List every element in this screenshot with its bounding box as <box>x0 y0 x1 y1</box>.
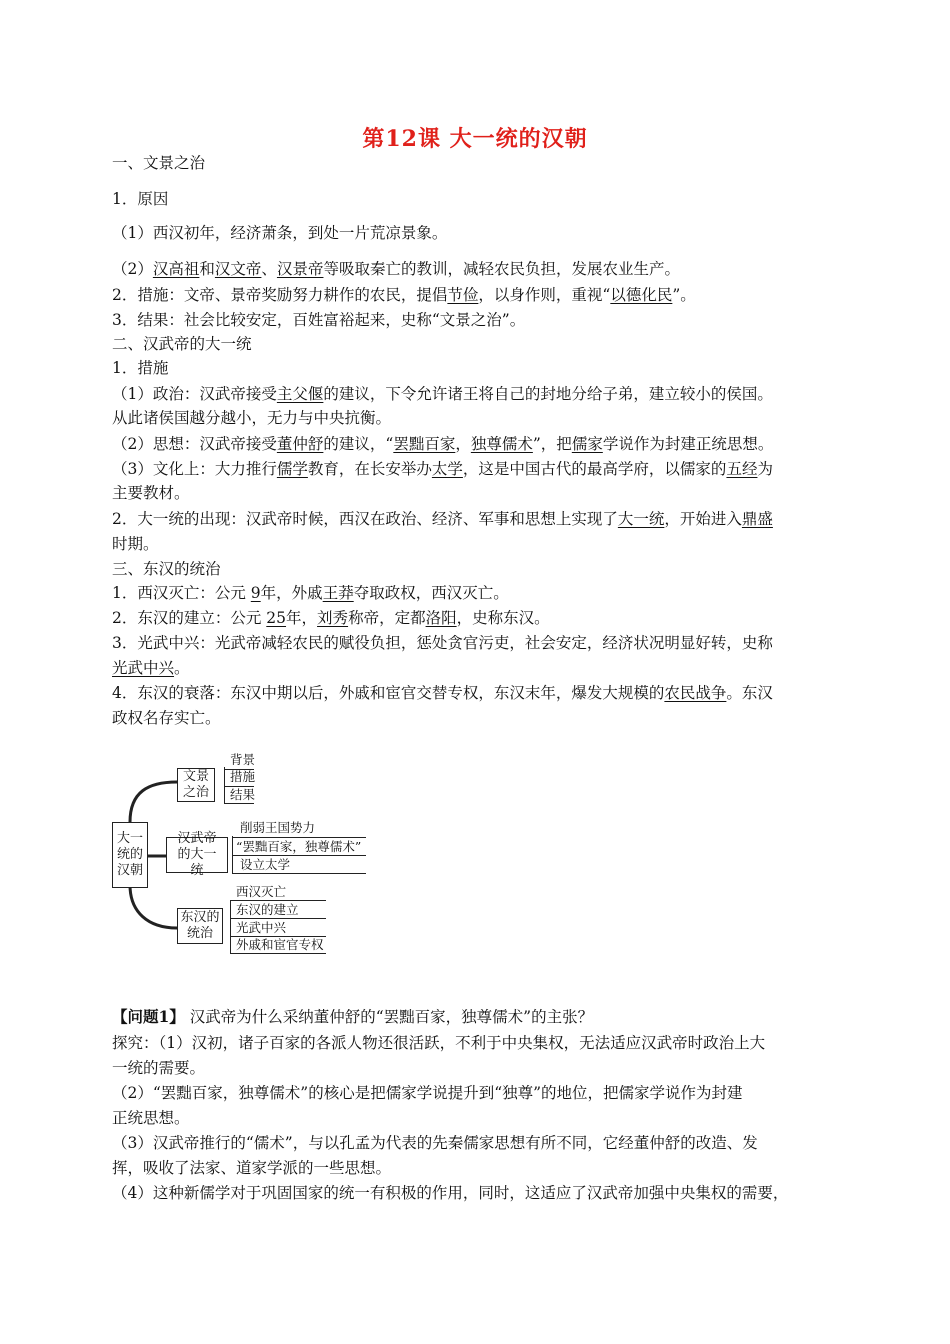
text-run: （1）政治：汉武帝接受 <box>112 385 277 403</box>
section-heading: 二、汉武帝的大一统 <box>112 335 252 353</box>
paragraph: （4）这种新儒学对于巩固国家的统一有积极的作用，同时，这适应了汉武帝加强中央集权的需要， <box>112 1184 789 1202</box>
underlined-term: 儒学 <box>276 460 308 478</box>
paragraph: 1．措施 <box>112 359 169 377</box>
text-run: 的建议，“ <box>323 435 394 453</box>
text-run: 1．西汉灭亡：公元 <box>112 584 251 602</box>
text-run: 夺取政权，西汉灭亡。 <box>353 584 509 602</box>
mind-map-root-label: 大一统的汉朝 <box>116 831 143 878</box>
question-label: 【问题1】 <box>112 1007 185 1026</box>
branch-bracket <box>230 900 231 953</box>
text-run: 2．措施：文帝、景帝奖励努力耕作的农民，提倡 <box>112 286 448 304</box>
text-run: 2．东汉的建立：公元 <box>112 609 267 627</box>
paragraph: 一统的需要。 <box>112 1059 206 1077</box>
mind-map-branch <box>166 831 228 878</box>
page-title: 第12课 大一统的汉朝 <box>362 126 588 152</box>
underlined-term: 独尊儒术 <box>470 435 533 453</box>
paragraph: 政权名存实亡。 <box>112 709 221 727</box>
paragraph: 挥，吸收了法家、道家学派的一些思想。 <box>112 1159 392 1177</box>
underlined-term: 大一统 <box>617 510 665 528</box>
underlined-term: 光武中兴 <box>112 659 175 677</box>
underlined-term: 董仲舒 <box>276 435 324 453</box>
paragraph: 时期。 <box>112 535 159 553</box>
mind-map-item: 光武中兴 <box>236 920 287 935</box>
text-run: 教育，在长安举办 <box>307 460 432 478</box>
text-run: ”，把 <box>532 435 572 453</box>
item-rule <box>230 900 326 901</box>
text-run: 学说作为封建正统思想。 <box>602 435 774 453</box>
item-rule <box>230 953 326 954</box>
item-rule <box>232 873 366 874</box>
underlined-term: 五经 <box>726 460 758 478</box>
underlined-term: 以德化民 <box>610 286 673 304</box>
text-run: 等吸取秦亡的教训，减轻农民负担，发展农业生产。 <box>323 260 680 278</box>
paragraph: 1．原因 <box>112 190 169 208</box>
underlined-term: 25 <box>266 609 287 627</box>
mind-map-branch-label: 文景之治 <box>182 769 209 800</box>
text-run: （2） <box>112 260 153 278</box>
mind-map-branch <box>177 768 215 802</box>
text-run: 。 <box>174 659 190 677</box>
underlined-term: 节俭 <box>447 286 479 304</box>
underlined-term: 王莽 <box>322 584 354 602</box>
mind-map-branch-label: 东汉的统治 <box>180 910 220 941</box>
text-run: ， <box>455 435 471 453</box>
underlined-term: 汉景帝 <box>276 260 324 278</box>
text-run: 和 <box>199 260 215 278</box>
mind-map-branch-label: 汉武帝的大一统 <box>177 831 217 878</box>
branch-bracket <box>224 767 225 803</box>
underlined-term: 洛阳 <box>425 609 457 627</box>
underlined-term: 太学 <box>431 460 463 478</box>
item-rule <box>230 918 326 919</box>
text-run: 为 <box>757 460 773 478</box>
mind-map-item: 设立太学 <box>240 857 291 872</box>
paragraph: 主要教材。 <box>112 484 190 502</box>
text-run: 的建议，下令允许诸王将自己的封地分给子弟，建立较小的侯国。 <box>323 385 773 403</box>
text-run: ，这是中国古代的最高学府，以儒家的 <box>462 460 727 478</box>
question-text: 汉武帝为什么采纳董仲舒的“罢黜百家，独尊儒术”的主张？ <box>184 1008 594 1026</box>
mind-map-item: 西汉灭亡 <box>236 884 287 899</box>
paragraph: 3．结果：社会比较安定，百姓富裕起来，史称“文景之治”。 <box>112 311 526 329</box>
underlined-term: 汉文帝 <box>214 260 262 278</box>
text-run: ”。 <box>672 286 696 304</box>
mind-map-root <box>112 822 148 888</box>
text-run: ，开始进入 <box>664 510 742 528</box>
item-rule <box>232 855 366 856</box>
underlined-term: 刘秀 <box>317 609 349 627</box>
underlined-term: 9 <box>250 584 261 602</box>
paragraph: （2）“罢黜百家，独尊儒术”的核心是把儒家学说提升到“独尊”的地位，把儒家学说作为封建 <box>112 1084 743 1102</box>
mind-map-item: 削弱王国势力 <box>240 820 316 835</box>
mind-map-item: 外戚和宦官专权 <box>236 937 324 952</box>
paragraph: 从此诸侯国越分越小，无力与中央抗衡。 <box>112 409 392 427</box>
text-run: 2．大一统的出现：汉武帝时候，西汉在政治、经济、军事和思想上实现了 <box>112 510 618 528</box>
underlined-term: 农民战争 <box>664 684 727 702</box>
text-run: （3）文化上：大力推行 <box>112 460 277 478</box>
paragraph: 探究：（1）汉初，诸子百家的各派人物还很活跃，不利于中央集权，无法适应汉武帝时政治上大 <box>112 1034 766 1052</box>
text-run: 年， <box>286 609 318 627</box>
text-run: ，以身作则，重视“ <box>478 286 611 304</box>
section-heading: 一、文景之治 <box>112 154 206 172</box>
text-run: 4．东汉的衰落：东汉中期以后，外戚和宦官交替专权，东汉末年，爆发大规模的 <box>112 684 665 702</box>
text-run: （2）思想：汉武帝接受 <box>112 435 277 453</box>
underlined-term: 汉高祖 <box>152 260 200 278</box>
paragraph: （1）西汉初年，经济萧条，到处一片荒凉景象。 <box>112 224 448 242</box>
mind-map-item: 结果 <box>230 787 256 802</box>
paragraph: 正统思想。 <box>112 1109 190 1127</box>
underlined-term: 罢黜百家 <box>393 435 456 453</box>
mind-map-item: 措施 <box>230 769 256 784</box>
paragraph: 3．光武中兴：光武帝减轻农民的赋役负担，惩处贪官污吏，社会安定，经济状况明显好转，史称 <box>112 634 773 652</box>
text-run: 、 <box>261 260 277 278</box>
item-rule <box>232 837 366 838</box>
text-run: ，史称东汉。 <box>456 609 550 627</box>
mind-map-item: 东汉的建立 <box>236 902 299 917</box>
text-run: 年，外戚 <box>260 584 323 602</box>
section-heading: 三、东汉的统治 <box>112 560 221 578</box>
text-run: 称帝，定都 <box>348 609 426 627</box>
underlined-term: 儒家 <box>571 435 603 453</box>
text-run: 。东汉 <box>726 684 773 702</box>
mind-map-item: “罢黜百家，独尊儒术” <box>236 839 362 854</box>
item-rule <box>224 803 254 804</box>
paragraph: （3）汉武帝推行的“儒术”，与以孔孟为代表的先秦儒家思想有所不同，它经董仲舒的改造、发 <box>112 1134 758 1152</box>
mind-map-branch <box>177 908 223 944</box>
mind-map-item: 背景 <box>230 752 256 767</box>
question-line <box>112 1006 842 1028</box>
underlined-term: 鼎盛 <box>741 510 773 528</box>
underlined-term: 主父偃 <box>276 385 324 403</box>
